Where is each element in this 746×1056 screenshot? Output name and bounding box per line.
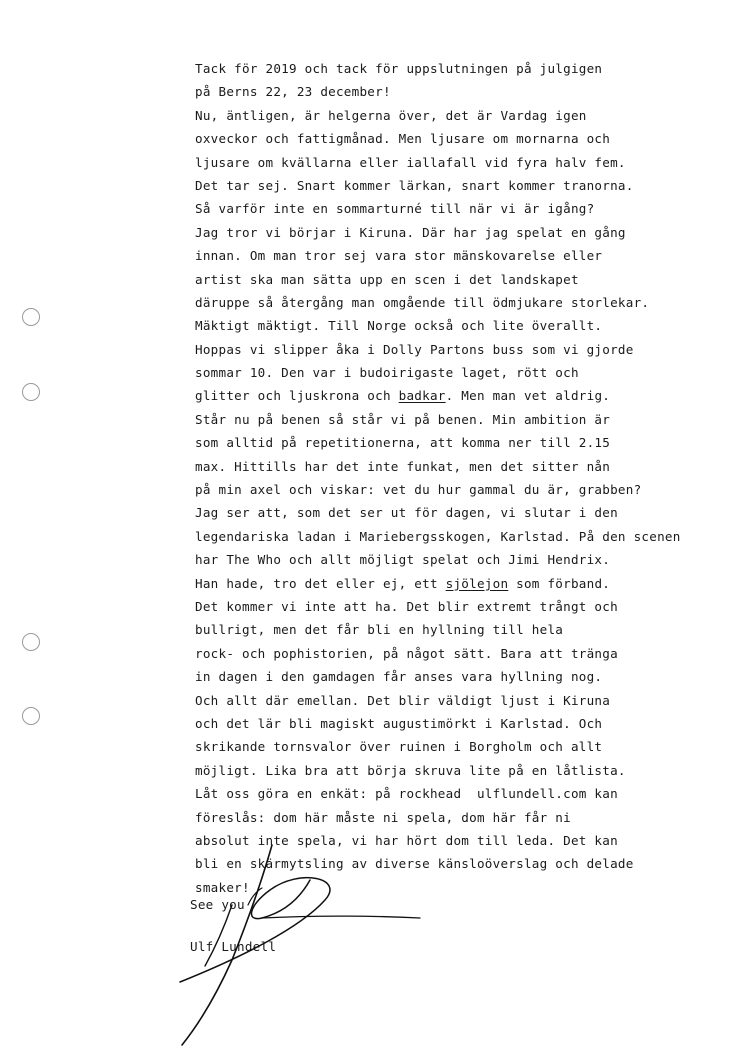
letter-line: Låt oss göra en enkät: på rockhead ulflundell.com kan <box>195 786 618 802</box>
letter-line: på Berns 22, 23 december! <box>195 84 391 100</box>
signer-name <box>190 935 276 958</box>
line-segment: glitter och ljuskrona och <box>195 388 399 404</box>
letter-line: Hoppas vi slipper åka i Dolly Partons buss som vi gjorde <box>195 341 634 357</box>
punch-hole <box>22 707 40 725</box>
letter-line: rock- och pophistorien, på något sätt. Bara att tränga <box>195 645 618 661</box>
letter-line: Och allt där emellan. Det blir väldigt ljust i Kiruna <box>195 692 611 708</box>
letter-line: artist ska man sätta upp en scen i det landskapet <box>195 271 579 287</box>
letter-line: legendariska ladan i Mariebergsskogen, Karlstad. På den scenen <box>195 528 681 544</box>
letter-line: som alltid på repetitionerna, att komma ner till 2.15 <box>195 435 611 451</box>
letter-line: smaker! <box>195 879 250 895</box>
letter-line: skrikande tornsvalor över ruinen i Borgholm och allt <box>195 739 603 755</box>
letter-line: innan. Om man tror sej vara stor mänskovarelse eller <box>195 248 603 264</box>
letter-line: Nu, äntligen, är helgerna över, det är Vardag igen <box>195 107 587 123</box>
letter-line: bli en skärmytsling av diverse känsloöverslag och delade <box>195 856 634 872</box>
underlined-word: badkar <box>398 388 446 404</box>
punch-hole <box>22 308 40 326</box>
letter-line: absolut inte spela, vi har hört dom till leda. Det kan <box>195 832 618 848</box>
signoff-text: See you <box>190 897 245 912</box>
letter-line: Jag tror vi börjar i Kiruna. Där har jag spelat en gång <box>195 224 626 240</box>
letter-line: och det lär bli magiskt augustimörkt i Karlstad. Och <box>195 715 603 731</box>
punch-hole <box>22 383 40 401</box>
letter-line: Står nu på benen så står vi på benen. Min ambition är <box>195 411 611 427</box>
line-segment: som förband. <box>508 575 611 591</box>
line-segment: . Men man vet aldrig. <box>445 388 611 404</box>
letter-line: bullrigt, men det får bli en hyllning till hela <box>195 622 564 638</box>
signoff <box>190 893 245 916</box>
letter-body <box>195 57 725 899</box>
signer-name-text: Ulf Lundell <box>190 939 277 954</box>
letter-line: sommar 10. Den var i budoirigaste laget, rött och <box>195 365 579 381</box>
letter-line: max. Hittills har det inte funkat, men det sitter nån <box>195 458 611 474</box>
letter-line: Jag ser att, som det ser ut för dagen, vi slutar i den <box>195 505 618 521</box>
letter-line: Det tar sej. Snart kommer lärkan, snart kommer tranorna. <box>195 177 634 193</box>
letter-line: på min axel och viskar: vet du hur gammal du är, grabben? <box>195 482 642 498</box>
letter-line: möjligt. Lika bra att börja skruva lite på en låtlista. <box>195 762 626 778</box>
letter-line <box>195 384 725 407</box>
letter-line: Det kommer vi inte att ha. Det blir extremt trångt och <box>195 598 618 614</box>
line-segment: Han hade, tro det eller ej, ett <box>195 575 446 591</box>
letter-line: har The Who och allt möjligt spelat och Jimi Hendrix. <box>195 552 611 568</box>
letter-line: däruppe så återgång man omgående till ödmjukare storlekar. <box>195 294 650 310</box>
letter-line: Mäktigt mäktigt. Till Norge också och lite överallt. <box>195 318 603 334</box>
letter-line <box>195 572 725 595</box>
letter-line: Så varför inte en sommarturné till när vi är igång? <box>195 201 595 217</box>
letter-line: ljusare om kvällarna eller iallafall vid fyra halv fem. <box>195 154 626 170</box>
underlined-word: sjölejon <box>445 575 509 591</box>
letter-line: föreslås: dom här måste ni spela, dom här får ni <box>195 809 571 825</box>
letter-line: Tack för 2019 och tack för uppslutningen på julgigen <box>195 61 603 76</box>
letter-line: oxveckor och fattigmånad. Men ljusare om mornarna och <box>195 131 611 147</box>
letter-line: in dagen i den gamdagen får anses vara hyllning nog. <box>195 669 603 685</box>
punch-hole <box>22 633 40 651</box>
